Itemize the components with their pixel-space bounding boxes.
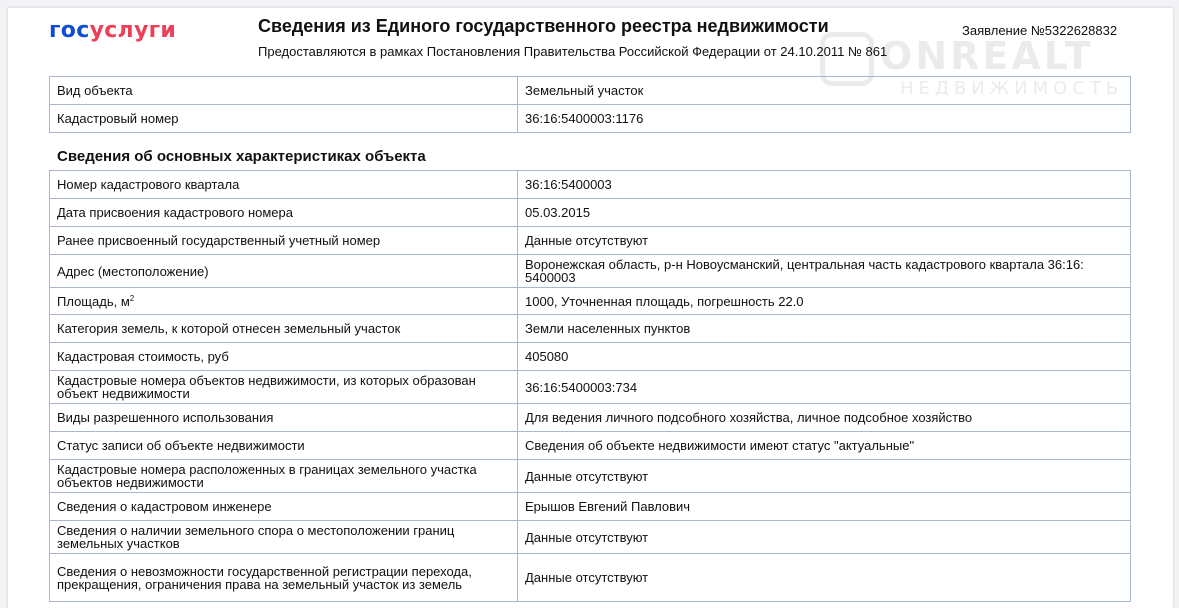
row-label (50, 288, 518, 315)
table-row (50, 460, 1131, 493)
logo-part-uslugi: услуги (89, 18, 177, 43)
row-value: 36:16:5400003 (518, 171, 1131, 199)
row-label: Виды разрешенного использования (50, 404, 518, 432)
row-label: Сведения о невозможности государственной регистрации перехода, прекращения, ограничения права на земельный участок из земель (50, 554, 518, 602)
row-value: Земли населенных пунктов (518, 315, 1131, 343)
row-value: 405080 (518, 343, 1131, 371)
table-row (50, 554, 1131, 602)
document-subtitle: Предоставляются в рамках Постановления Правительства Российской Федерации от 24.10.2011 № 861 (258, 44, 888, 59)
row-value: Данные отсутствуют (518, 554, 1131, 602)
row-label: Номер кадастрового квартала (50, 171, 518, 199)
table-row (50, 77, 1131, 105)
row-label: Кадастровые номера расположенных в границах земельного участка объектов недвижимости (50, 460, 518, 493)
document-title: Сведения из Единого государственного реестра недвижимости (258, 16, 829, 36)
row-value: 05.03.2015 (518, 199, 1131, 227)
table-row (50, 343, 1131, 371)
table-row (50, 255, 1131, 288)
table-row (50, 199, 1131, 227)
row-value: Воронежская область, р-н Новоусманский, центральная часть кадастрового квартала 36:16: 5400003 (518, 255, 1131, 288)
row-label: Сведения о наличии земельного спора о местоположении границ земельных участков (50, 521, 518, 554)
area-unit-superscript: 2 (129, 293, 135, 303)
area-label-text: Площадь, м (57, 293, 130, 309)
row-value: 1000, Уточненная площадь, погрешность 22.0 (518, 288, 1131, 315)
table-row (50, 371, 1131, 404)
row-label: Адрес (местоположение) (50, 255, 518, 288)
row-value: Для ведения личного подсобного хозяйства, личное подсобное хозяйство (518, 404, 1131, 432)
table-row (50, 432, 1131, 460)
row-label: Кадастровый номер (50, 105, 518, 133)
row-value: 36:16:5400003:1176 (518, 105, 1131, 133)
table-row (50, 171, 1131, 199)
table-row (50, 105, 1131, 133)
row-label: Статус записи об объекте недвижимости (50, 432, 518, 460)
characteristics-table (49, 170, 1131, 602)
row-label: Вид объекта (50, 77, 518, 105)
row-value: 36:16:5400003:734 (518, 371, 1131, 404)
row-value: Данные отсутствуют (518, 460, 1131, 493)
table-row (50, 227, 1131, 255)
table-row (50, 404, 1131, 432)
row-label: Категория земель, к которой отнесен земельный участок (50, 315, 518, 343)
table-row (50, 493, 1131, 521)
table-row (50, 315, 1131, 343)
row-label: Дата присвоения кадастрового номера (50, 199, 518, 227)
row-label: Сведения о кадастровом инженере (50, 493, 518, 521)
row-label: Кадастровые номера объектов недвижимости, из которых образован объект недвижимости (50, 371, 518, 404)
row-value: Ерышов Евгений Павлович (518, 493, 1131, 521)
row-value: Данные отсутствуют (518, 227, 1131, 255)
table-row (50, 521, 1131, 554)
object-table (49, 76, 1131, 133)
row-value: Сведения об объекте недвижимости имеют статус "актуальные" (518, 432, 1131, 460)
gosuslugi-logo[interactable] (49, 18, 176, 43)
statement-number: Заявление №5322628832 (962, 23, 1118, 38)
section-title: Сведения об основных характеристиках объекта (57, 148, 426, 165)
logo-part-gos: гос (49, 18, 90, 43)
row-label: Кадастровая стоимость, руб (50, 343, 518, 371)
table-row (50, 288, 1131, 315)
row-value: Данные отсутствуют (518, 521, 1131, 554)
row-label: Ранее присвоенный государственный учетный номер (50, 227, 518, 255)
row-value: Земельный участок (518, 77, 1131, 105)
